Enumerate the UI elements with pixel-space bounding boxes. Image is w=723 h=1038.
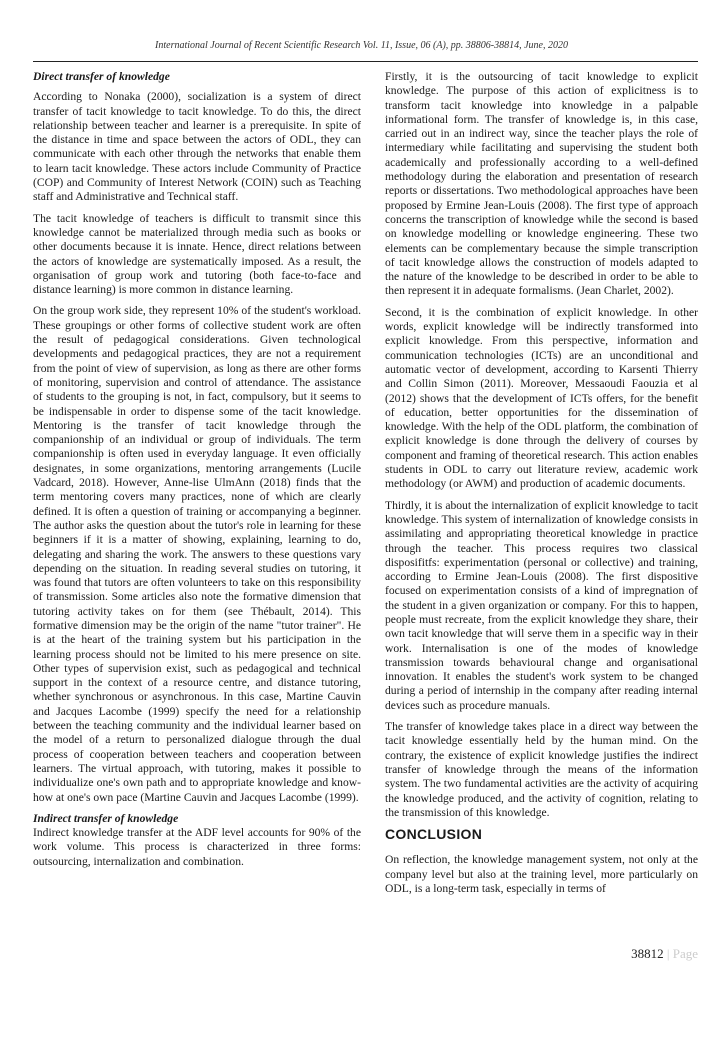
- header-rule: [33, 61, 698, 62]
- page-number-value: 38812: [631, 946, 664, 961]
- paragraph: The tacit knowledge of teachers is difficult to transmit since this knowledge cannot be materialized through media such as books or other documents because it is innate. Hence, direct relations between the actors of knowledge are systematically imposed. As a result, the organisation of group work and tutoring (both face-to-face and distance learning) is more common in distance learning.: [33, 211, 361, 297]
- paragraph: Second, it is the combination of explicit knowledge. In other words, explicit knowledge will be indirectly transformed into explicit knowledge. From this perspective, information and communication technologies (ICTs) are an unconditional and automatic vector of development, according to Karsenti Thierry and Collin Simon (2011). Moreover, Messaoudi Faouzia et al (2012) shows that the development of ICTs offers, for the benefit of education, better opportunities for the dissemination of knowledge. With the help of the ODL platform, the combination of explicit knowledge is done through the delivery of courses by component and framing of theoretical research. This action enables students in ODL to carry out literature review, academic work methodology (or AWM) and production of academic documents.: [385, 305, 698, 491]
- left-column: [33, 70, 361, 876]
- paragraph: According to Nonaka (2000), socialization is a system of direct transfer of tacit knowledge to tacit knowledge. To do this, the direct relationship between teacher and learner is a prerequisite. In spite of the distance in time and space between the actors of ODL, they can communicate with each other through the networks that enable them to learn tacit knowledge. These actors include Community of Practice (COP) and Community of Interest Network (COIN) such as Teaching staff and Administrative and Technical staff.: [33, 90, 361, 204]
- section-heading-indirect-transfer: Indirect transfer of knowledge: [33, 811, 179, 825]
- section-heading-direct-transfer: Direct transfer of knowledge: [33, 70, 170, 83]
- page-label: | Page: [666, 946, 698, 961]
- paragraph: Indirect knowledge transfer at the ADF level accounts for 90% of the work volume. This process is characterized in three forms: outsourcing, internalization and combination.: [33, 826, 361, 868]
- running-head: International Journal of Recent Scientific Research Vol. 11, Issue, 06 (A), pp. 38806-38814, June, 2020: [155, 40, 568, 51]
- paragraph: Thirdly, it is about the internalization of explicit knowledge to tacit knowledge. This system of internalization of knowledge consists in assimilating and appropriating theoretical knowledge in practice through the teacher. This process requires two classical disposifitfs: experimentation (personal or collective) and training, according to Ermine Jean-Louis (2008). The first dispositive focused on experimentation consists of a kind of impregnation of the student in a given organization or company. For this to happen, people must recreate, from the explicit knowledge they share, their own tacit knowledge that will serve them in a specific way in their work. Internalisation is one of the modes of knowledge transmission towards behavioural change and organisational innovation. It enables the student's work system to be changed during a period of internship in the company after reading internal devices such as procedure manuals.: [385, 498, 698, 712]
- paragraph: Firstly, it is the outsourcing of tacit knowledge to explicit knowledge. The purpose of this action of explicitness is to transform tacit knowledge into knowledge in a palpable informational form. The transfer of knowledge is, in this case, carried out in an indirect way, since the teacher plays the role of intermediary while facilitating and supervising the student both academically and professionally according to a well-defined methodology during the elaboration and presentation of research reports or dissertations. Two methodological approaches have been proposed by Ermine Jean-Louis (2008). The first type of approach concerns the transcription of knowledge while the second is based on knowledge modelling or knowledge engineering. These two elements can be complementary because the simple transcription of tacit knowledge allows the construction of models adapted to the nature of the knowledge to be described in order to be able to then represent it in adequate formalisms. (Jean Charlet, 2002).: [385, 70, 698, 298]
- conclusion-heading: CONCLUSION: [385, 826, 483, 843]
- paragraph: On reflection, the knowledge management system, not only at the company level but also at the training level, more particularly on ODL, is a long-term task, especially in terms of: [385, 853, 698, 896]
- page-number: [560, 946, 698, 962]
- paragraph: On the group work side, they represent 10% of the student's workload. These groupings or other forms of collective student work are often the result of pedagogical considerations. Given technological developments and pedagogical practices, they are not a requirement from the point of view of supervision, as long as there are other forms of monitoring, supervision and control of attendance. The assistance of students to the grouping is not, in fact, compulsory, but it seems to be indispensable in order to dispense some of the tacit knowledge. Mentoring is the transfer of tacit knowledge through the companionship of an individual or group of individuals. The term companionship is often used in everyday language. It even officially designates, in some organizations, mentoring arrangements (Lucile Vadcard, 2018). However, Anne-lise UlmAnn (2018) finds that the term mentoring covers many practices, none of which are clearly defined. It is often a question of training or accompanying a beginner. The author asks the question about the tutor's role in learning for these beginners if it is a matter of showing, explaining, learning to do, delegating and sharing the work. The answers to these questions vary depending on the situation. In reading several studies on tutoring, it was found that tutors are often volunteers to take on this responsibility of transmission. Some articles also note the formative dimension that tutoring activity takes on for them (see Thébault, 2014). This formative dimension may be the origin of the name "tutor trainer". He is at the heart of the training system but his participation in the learning process should not be limited to his mere presence on site. Other types of supervision exist, such as pedagogical and technical support in the context of a resource centre, and distance tutoring, whether synchronous or asynchronous. In this case, Martine Cauvin and Jacques Lacombe (1999) specify the need for a relationship between the teaching community and the individual learner based on the model of a return to personalized dialogue through the dual process of cooperation between teachers and cooperation between learners. The virtual approach, with tutoring, makes it possible to individualize one's own path and to appropriate knowledge and know-how at one's own pace (Martine Cauvin and Jacques Lacombe (1999).: [33, 304, 361, 804]
- right-column: [385, 70, 698, 903]
- paragraph: The transfer of knowledge takes place in a direct way between the tacit knowledge essentially held by the human mind. On the contrary, the existence of explicit knowledge justifies the indirect transfer of knowledge through the means of the information system. The two fundamental activities are the activity of acquiring the knowledge produced, and the activity of cognition, relating to the transmission of this knowledge.: [385, 720, 698, 819]
